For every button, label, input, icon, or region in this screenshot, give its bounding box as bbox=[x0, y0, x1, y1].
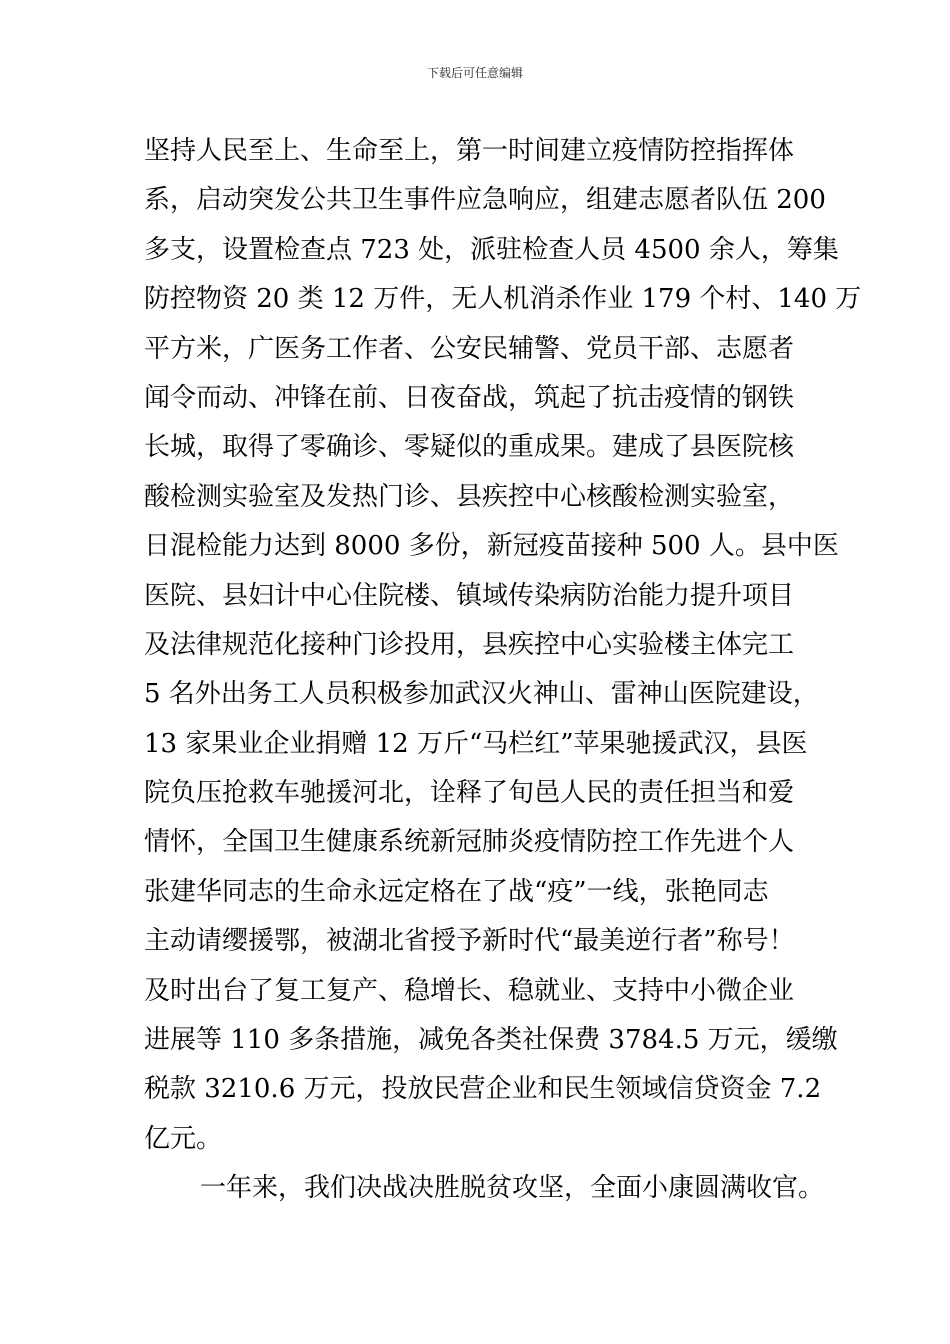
text-line: 防控物资 20 类 12 万件，无人机消杀作业 179 个村、140 万 bbox=[144, 284, 862, 315]
text-line: 税款 3210.6 万元，投放民营企业和民生领域信贷资金 7.2 bbox=[144, 1074, 822, 1105]
text-line: 长城，取得了零确诊、零疑似的重成果。建成了县医院核 bbox=[144, 432, 795, 463]
text-line: 张建华同志的生命永远定格在了战“疫”一线，张艳同志 bbox=[144, 876, 769, 907]
text-line: 进展等 110 多条措施，减免各类社保费 3784.5 万元，缓缴 bbox=[144, 1025, 838, 1056]
text-line: 亿元。 bbox=[144, 1123, 223, 1154]
text-line: 酸检测实验室及发热门诊、县疾控中心核酸检测实验室， bbox=[144, 481, 795, 512]
text-line: 主动请缨援鄂，被湖北省授予新时代“最美逆行者”称号！ bbox=[144, 926, 795, 957]
text-line: 情怀，全国卫生健康系统新冠肺炎疫情防控工作先进个人 bbox=[144, 827, 795, 858]
text-line: 及法律规范化接种门诊投用，县疾控中心实验楼主体完工 bbox=[144, 629, 795, 660]
text-line: 及时出台了复工复产、稳增长、稳就业、支持中小微企业 bbox=[144, 975, 795, 1006]
text-line: 日混检能力达到 8000 多份，新冠疫苗接种 500 人。县中医 bbox=[144, 531, 839, 562]
text-line: 院负压抢救车驰援河北，诠释了旬邑人民的责任担当和爱 bbox=[144, 778, 795, 809]
paragraph-start-line: 一年来，我们决战决胜脱贫攻坚，全面小康圆满收官。 bbox=[200, 1173, 825, 1204]
text-line: 5 名外出务工人员积极参加武汉火神山、雷神山医院建设， bbox=[144, 679, 819, 710]
text-line: 坚持人民至上、生命至上，第一时间建立疫情防控指挥体 bbox=[144, 136, 795, 166]
page-header: 下载后可任意编辑 bbox=[426, 66, 523, 80]
text-line: 平方米，广医务工作者、公安民辅警、党员干部、志愿者 bbox=[144, 333, 795, 364]
text-line: 闻令而动、冲锋在前、日夜奋战，筑起了抗击疫情的钢铁 bbox=[144, 382, 795, 413]
text-line: 医院、县妇计中心住院楼、镇域传染病防治能力提升项目 bbox=[144, 580, 795, 611]
body-text bbox=[144, 127, 862, 1214]
text-line: 系，启动突发公共卫生事件应急响应，组建志愿者队伍 200 bbox=[144, 185, 826, 216]
text-line: 多支，设置检查点 723 处，派驻检查人员 4500 余人，筹集 bbox=[144, 234, 839, 265]
text-line: 13 家果业企业捐赠 12 万斤“马栏红”苹果驰援武汉，县医 bbox=[144, 728, 808, 759]
